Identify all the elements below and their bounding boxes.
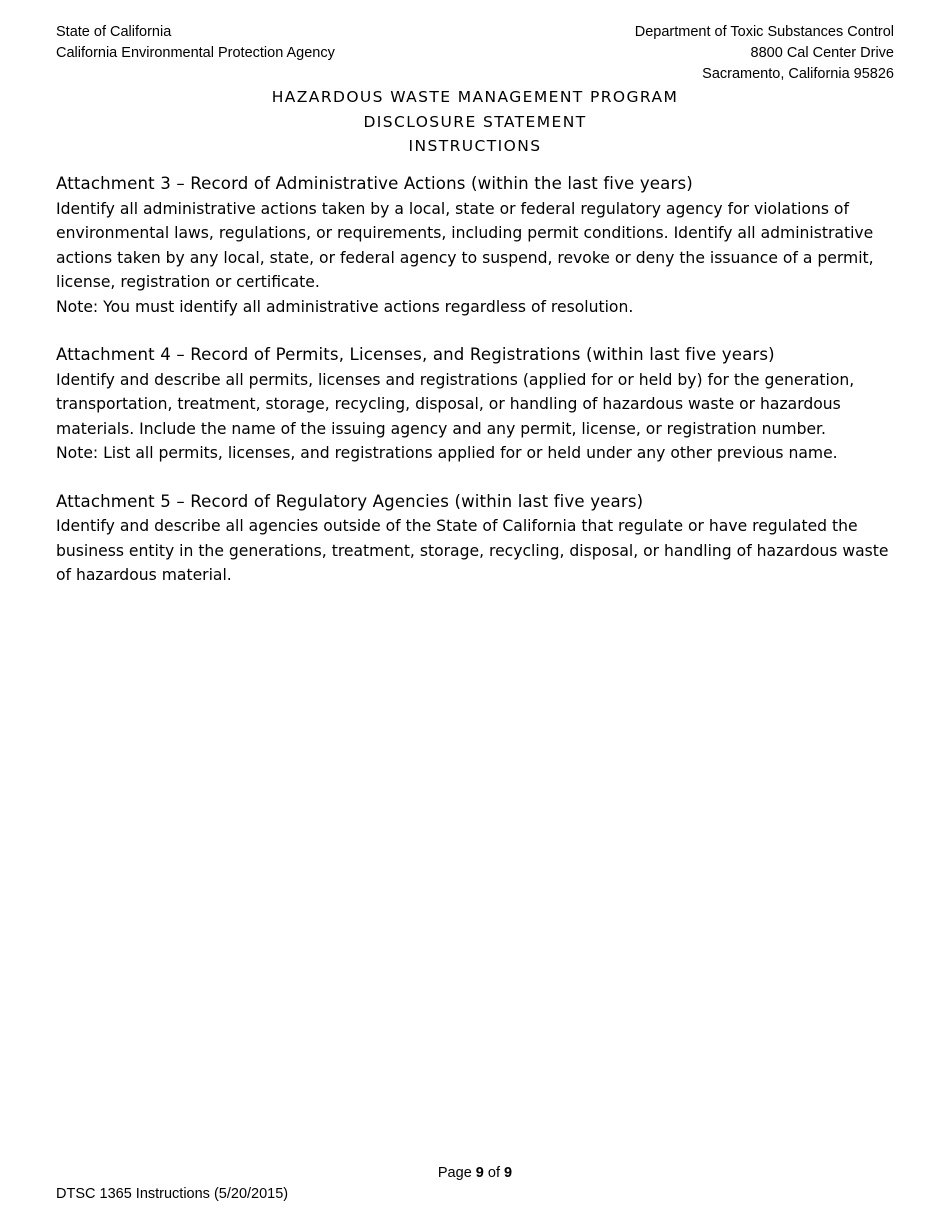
attachment-3-heading: Attachment 3 – Record of Administrative Actions (within the last five years)	[56, 174, 693, 193]
header-address-block	[635, 22, 894, 85]
attachment-4-heading: Attachment 4 – Record of Permits, Licenses, and Registrations (within last five years)	[56, 345, 775, 364]
attachment-5-heading: Attachment 5 – Record of Regulatory Agencies (within last five years)	[56, 491, 644, 511]
attachment-4-body: Identify and describe all permits, licenses and registrations (applied for or held by) for the generation, transportation, treatment, storage, recycling, disposal, or handling of hazardous waste or hazardous materials. Include the name of the issuing agency and any permit, license, or registration number.	[56, 370, 855, 438]
attachment-5-body: Identify and describe all agencies outside of the State of California that regulate or have regulated the business entity in the generations, treatment, storage, recycling, disposal, or handling of hazardous waste of hazardous material.	[56, 517, 889, 584]
attachment-3-note: Note: You must identify all administrative actions regardless of resolution.	[56, 297, 634, 316]
attachment-4-section	[56, 343, 898, 466]
instructions-content	[56, 172, 898, 612]
page-number	[0, 1165, 950, 1181]
attachment-5-section	[56, 490, 898, 588]
form-identifier: DTSC 1365 Instructions (5/20/2015)	[56, 1186, 289, 1202]
header-city: Sacramento, California 95826	[702, 66, 894, 82]
header-agency-block	[56, 22, 335, 64]
header-state: State of California	[56, 24, 172, 40]
header-street: 8800 Cal Center Drive	[750, 45, 894, 61]
document-title: DISCLOSURE STATEMENT	[363, 112, 587, 131]
page-total: 9	[504, 1165, 513, 1181]
attachment-3-section	[56, 172, 898, 319]
page-prefix: Page	[437, 1165, 472, 1181]
attachment-3-body: Identify all administrative actions taken by a local, state or federal regulatory agency for violations of environmental laws, regulations, or requirements, including permit conditions. Identify all administrative actions taken by any local, state, or federal agency to suspend, revoke or deny the issuance of a permit, license, registration or certificate.	[56, 199, 874, 291]
attachment-4-note: Note: List all permits, licenses, and registrations applied for or held under any other previous name.	[56, 444, 838, 462]
page-of: of	[487, 1165, 500, 1181]
program-title: HAZARDOUS WASTE MANAGEMENT PROGRAM	[271, 88, 679, 106]
header-agency: California Environmental Protection Agency	[56, 45, 335, 61]
header-department: Department of Toxic Substances Control	[634, 24, 894, 40]
document-subtitle: INSTRUCTIONS	[408, 137, 542, 155]
page-current: 9	[475, 1165, 484, 1181]
document-title-block	[0, 85, 950, 159]
